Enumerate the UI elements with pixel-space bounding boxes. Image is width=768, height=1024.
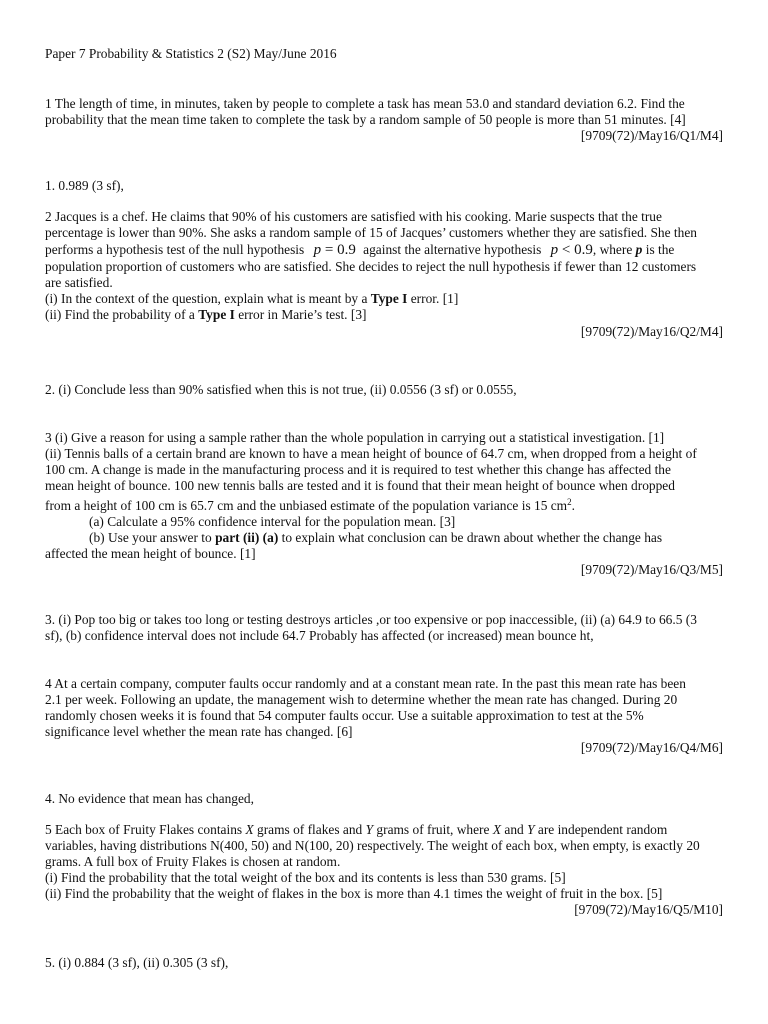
superscript: 2 bbox=[567, 497, 572, 507]
variable-x: X bbox=[245, 822, 254, 837]
alternative-hypothesis bbox=[551, 242, 593, 258]
answer-3-line: sf), (b) confidence interval does not include 64.7 Probably has affected (or increased) mean bounce ht, bbox=[45, 628, 594, 643]
question-5-line bbox=[45, 822, 725, 838]
question-2 bbox=[45, 209, 725, 340]
null-hypothesis bbox=[314, 242, 356, 258]
question-2-line: are satisfied. bbox=[45, 275, 113, 290]
question-5-line: grams. A full box of Fruity Flakes is chosen at random. bbox=[45, 854, 341, 869]
question-3-part-b bbox=[45, 530, 725, 546]
question-2-line: population proportion of customers who are satisfied. She decides to reject the null hypothesis if fewer than 12 customers bbox=[45, 259, 697, 274]
question-4-line: randomly chosen weeks it is found that 54 computer faults occur. Use a suitable approximation to test at the 5% bbox=[45, 708, 644, 723]
question-4-line: significance level whether the mean rate has changed. [6] bbox=[45, 724, 353, 739]
answer-5: 5. (i) 0.884 (3 sf), (ii) 0.305 (3 sf), bbox=[45, 955, 229, 970]
part-emphasis: Type I bbox=[198, 307, 235, 322]
answer-2: 2. (i) Conclude less than 90% satisfied when this is not true, (ii) 0.0556 (3 sf) or 0.0555, bbox=[45, 382, 517, 397]
question-2-line: 2 Jacques is a chef. He claims that 90% of his customers are satisfied with his cooking. Marie suspects that the true bbox=[45, 209, 662, 224]
question-2-part-ii bbox=[45, 307, 725, 323]
question-1 bbox=[45, 96, 725, 144]
question-3-reference: [9709(72)/May16/Q3/M5] bbox=[580, 562, 723, 577]
question-5-line: variables, having distributions N(400, 50) and N(100, 20) respectively. The weight of each box, when empty, is exactly 20 bbox=[45, 838, 700, 853]
question-3-part-a: (a) Calculate a 95% confidence interval for the population mean. [3] bbox=[89, 514, 456, 529]
question-5-reference: [9709(72)/May16/Q5/M10] bbox=[574, 902, 723, 917]
question-5-text: 5 Each box of Fruity Flakes contains bbox=[45, 822, 243, 837]
answer-1: 1. 0.989 (3 sf), bbox=[45, 178, 124, 193]
question-3-line: affected the mean height of bounce. [1] bbox=[45, 546, 256, 561]
part-emphasis: part (ii) (a) bbox=[215, 530, 279, 545]
question-5-text: grams of flakes and bbox=[257, 822, 363, 837]
question-4-line: 2.1 per week. Following an update, the management wish to determine whether the mean rate has changed. During 20 bbox=[45, 692, 678, 707]
part-text: (ii) Find the probability of a bbox=[45, 307, 195, 322]
question-2-variable: p bbox=[635, 242, 643, 257]
question-3-line: mean height of bounce. 100 new tennis balls are tested and it is found that their mean height of bounce when dropped bbox=[45, 478, 675, 493]
math-value: 0.9 bbox=[574, 242, 593, 258]
answer-3-line: 3. (i) Pop too big or takes too long or testing destroys articles ,or too expensive or pop inaccessible, (ii) (a) 64.9 to 66.5 (3 bbox=[45, 612, 697, 627]
question-2-text: is the bbox=[645, 242, 675, 257]
question-3 bbox=[45, 430, 725, 578]
question-5-part-i: (i) Find the probability that the total weight of the box and its contents is less than 530 grams. [5] bbox=[45, 870, 566, 885]
math-operator: = bbox=[321, 242, 338, 258]
question-4-reference: [9709(72)/May16/Q4/M6] bbox=[580, 740, 723, 755]
part-text: error in Marie’s test. [3] bbox=[238, 307, 367, 322]
part-text: error. [1] bbox=[410, 291, 459, 306]
document-title: Paper 7 Probability & Statistics 2 (S2) May/June 2016 bbox=[45, 46, 337, 61]
part-text: (i) In the context of the question, explain what is meant by a bbox=[45, 291, 368, 306]
question-1-reference: [9709(72)/May16/Q1/M4] bbox=[580, 128, 723, 143]
question-5-text: grams of fruit, where bbox=[376, 822, 490, 837]
answer-3 bbox=[45, 612, 725, 644]
question-2-line: percentage is lower than 90%. She asks a random sample of 15 of Jacques’ customers whether they are satisfied. She then bbox=[45, 225, 697, 240]
question-2-text: , where bbox=[592, 242, 633, 257]
question-3-text: from a height of 100 cm is 65.7 cm and the unbiased estimate of the population variance is 15 cm bbox=[45, 498, 568, 513]
question-5-part-ii: (ii) Find the probability that the weight of flakes in the box is more than 4.1 times the weight of fruit in the box. [5] bbox=[45, 886, 663, 901]
part-emphasis: Type I bbox=[370, 291, 408, 306]
math-operator: < bbox=[558, 242, 575, 258]
question-2-hypothesis-line bbox=[45, 241, 725, 259]
variable-y: Y bbox=[527, 822, 535, 837]
answer-4: 4. No evidence that mean has changed, bbox=[45, 791, 254, 806]
math-value: 0.9 bbox=[337, 242, 356, 258]
question-1-line: probability that the mean time taken to complete the task by a random sample of 50 people is more than 51 minutes. [4] bbox=[45, 112, 686, 127]
question-3-text: . bbox=[571, 498, 575, 513]
variable-x: X bbox=[492, 822, 502, 837]
question-4 bbox=[45, 676, 725, 756]
question-3-line: (ii) Tennis balls of a certain brand are known to have a mean height of bounce of 64.7 cm, when dropped from a height of bbox=[45, 446, 697, 461]
question-4-line: 4 At a certain company, computer faults occur randomly and at a constant mean rate. In the past this mean rate has been bbox=[45, 676, 686, 691]
math-variable: p bbox=[313, 242, 322, 258]
question-5-text: and bbox=[504, 822, 524, 837]
part-text: to explain what conclusion can be drawn about whether the change has bbox=[281, 530, 663, 545]
question-2-reference: [9709(72)/May16/Q2/M4] bbox=[580, 324, 723, 339]
question-5-text: are independent random bbox=[537, 822, 668, 837]
question-3-line: 3 (i) Give a reason for using a sample rather than the whole population in carrying out a statistical investigation. [1] bbox=[45, 430, 665, 445]
math-variable: p bbox=[550, 242, 559, 258]
question-2-part-i bbox=[45, 291, 725, 307]
question-5 bbox=[45, 822, 725, 918]
question-2-text: against the alternative hypothesis bbox=[363, 242, 542, 257]
question-1-line: 1 The length of time, in minutes, taken by people to complete a task has mean 53.0 and standard deviation 6.2. Find the bbox=[45, 96, 685, 111]
question-3-line: 100 cm. A change is made in the manufacturing process and it is required to test whether this change has affected the bbox=[45, 462, 671, 477]
question-2-text: performs a hypothesis test of the null hypothesis bbox=[45, 242, 305, 257]
question-3-line bbox=[45, 494, 725, 514]
variable-y: Y bbox=[365, 822, 374, 837]
part-text: (b) Use your answer to bbox=[89, 530, 212, 545]
